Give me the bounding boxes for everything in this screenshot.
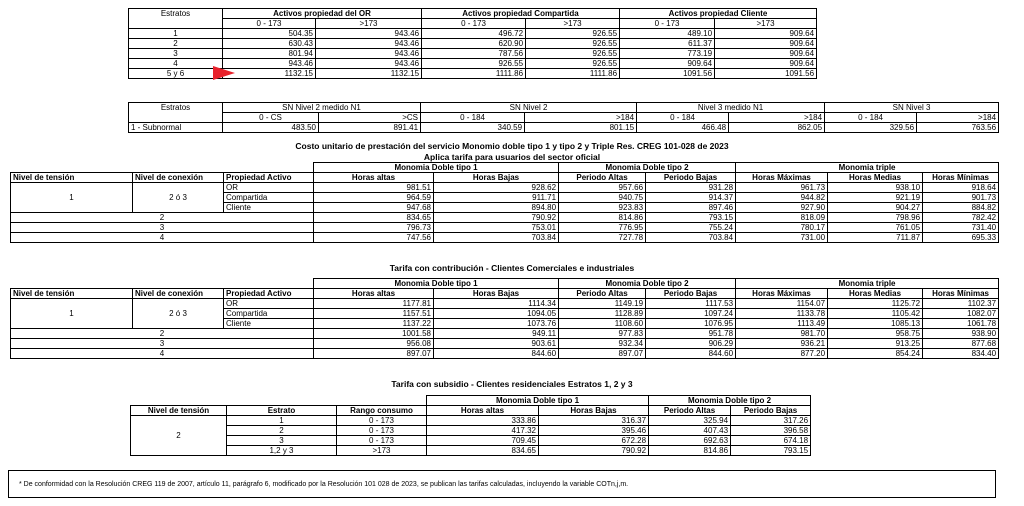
nivel-tension-cell: 4	[11, 349, 314, 359]
column-header: Propiedad Activo	[224, 173, 314, 183]
estrato-cell: 1	[227, 416, 337, 426]
value-cell: 695.33	[923, 233, 999, 243]
propiedad-cell: Compartida	[224, 193, 314, 203]
group-header-doble-1: Monomia Doble tipo 1	[314, 163, 559, 173]
value-cell: 936.21	[736, 339, 828, 349]
header-or: Activos propiedad del OR	[223, 9, 422, 19]
value-cell: 911.71	[434, 193, 559, 203]
estrato-cell: 3	[227, 436, 337, 446]
column-header: Nivel de tensión	[131, 406, 227, 416]
value-cell: 325.94	[649, 416, 731, 426]
value-cell: 711.87	[828, 233, 923, 243]
propiedad-cell: Cliente	[224, 319, 314, 329]
footnote: * De conformidad con la Resolución CREG 119 de 2007, artículo 11, parágrafo 6, modificado por la Resolución 101 028 de 2023, se publican las tarifas calculadas, incluyendo la variable COTn,j,m.	[8, 470, 996, 498]
value-cell: 1111.86	[526, 69, 620, 79]
header-sn3: SN Nivel 3	[825, 103, 999, 113]
sub-range: 0 - 184	[637, 113, 729, 123]
value-cell: 943.46	[316, 39, 422, 49]
column-header: Horas altas	[314, 173, 434, 183]
value-cell: 926.55	[526, 59, 620, 69]
value-cell: 894.80	[434, 203, 559, 213]
table-subnormal	[128, 102, 999, 133]
value-cell: 938.90	[923, 329, 999, 339]
column-header: Horas Medias	[828, 173, 923, 183]
nivel-tension-cell: 3	[11, 339, 314, 349]
value-cell: 333.86	[427, 416, 539, 426]
value-cell: 909.64	[620, 59, 715, 69]
value-cell: 1117.53	[646, 299, 736, 309]
value-cell: 1097.24	[646, 309, 736, 319]
value-cell: 926.55	[526, 29, 620, 39]
value-cell: 909.64	[715, 29, 817, 39]
value-cell: 901.73	[923, 193, 999, 203]
table-row	[11, 183, 999, 193]
value-cell: 316.37	[539, 416, 649, 426]
value-cell: 1094.05	[434, 309, 559, 319]
value-cell: 1128.89	[559, 309, 646, 319]
table-header-row	[11, 173, 999, 183]
column-header: Nivel de conexión	[133, 173, 224, 183]
column-header: Nivel de conexión	[133, 289, 224, 299]
estrato-cell: 5 y 6	[129, 69, 223, 79]
value-cell: 417.32	[427, 426, 539, 436]
value-cell: 1102.37	[923, 299, 999, 309]
column-header: Nivel de tensión	[11, 289, 133, 299]
value-cell: 801.15	[525, 123, 637, 133]
rango-cell: 0 - 173	[337, 436, 427, 446]
value-cell: 964.59	[314, 193, 434, 203]
value-cell: 834.65	[427, 446, 539, 456]
sub-range: 0 - 184	[825, 113, 917, 123]
value-cell: 776.95	[559, 223, 646, 233]
value-cell: 611.37	[620, 39, 715, 49]
column-header: Horas Mínimas	[923, 289, 999, 299]
value-cell: 1177.81	[314, 299, 434, 309]
propiedad-cell: OR	[224, 183, 314, 193]
estrato-cell: 1	[129, 29, 223, 39]
sub-range: >184	[525, 113, 637, 123]
estrato-cell: 3	[129, 49, 223, 59]
sub-range: >184	[729, 113, 825, 123]
value-cell: 1076.95	[646, 319, 736, 329]
sub-range: 0 - 173	[422, 19, 526, 29]
table-header-row	[131, 396, 811, 406]
rango-cell: >173	[337, 446, 427, 456]
value-cell: 956.08	[314, 339, 434, 349]
value-cell: 787.56	[422, 49, 526, 59]
value-cell: 483.50	[223, 123, 319, 133]
column-header: Periodo Bajas	[646, 289, 736, 299]
sub-range: >173	[316, 19, 422, 29]
table-contribucion	[10, 278, 999, 359]
value-cell: 1061.78	[923, 319, 999, 329]
value-cell: 844.60	[434, 349, 559, 359]
value-cell: 1132.15	[316, 69, 422, 79]
table-row	[11, 233, 999, 243]
value-cell: 1085.13	[828, 319, 923, 329]
header-compartida: Activos propiedad Compartida	[422, 9, 620, 19]
value-cell: 1108.60	[559, 319, 646, 329]
value-cell: 957.66	[559, 183, 646, 193]
value-cell: 396.58	[731, 426, 811, 436]
red-arrow-icon	[213, 66, 235, 80]
value-cell: 1073.76	[434, 319, 559, 329]
table-row	[129, 113, 999, 123]
value-cell: 1114.34	[434, 299, 559, 309]
table-row	[129, 123, 999, 133]
value-cell: 753.01	[434, 223, 559, 233]
sub-range: 0 - 173	[223, 19, 316, 29]
table-row	[131, 436, 811, 446]
value-cell: 761.05	[828, 223, 923, 233]
value-cell: 977.83	[559, 329, 646, 339]
column-header: Estrato	[227, 406, 337, 416]
table-header-row	[11, 163, 999, 173]
value-cell: 943.46	[316, 49, 422, 59]
caption-sector-oficial: Aplica tarifa para usuarios del sector oficial	[423, 152, 601, 162]
column-header: Horas Máximas	[736, 289, 828, 299]
column-header: Horas Bajas	[434, 173, 559, 183]
value-cell: 943.46	[316, 59, 422, 69]
value-cell: 918.64	[923, 183, 999, 193]
value-cell: 944.82	[736, 193, 828, 203]
value-cell: 1082.07	[923, 309, 999, 319]
group-header-triple: Monomia triple	[736, 163, 999, 173]
value-cell: 793.15	[731, 446, 811, 456]
column-header: Periodo Bajas	[646, 173, 736, 183]
value-cell: 877.20	[736, 349, 828, 359]
column-header: Horas Máximas	[736, 173, 828, 183]
table-header-row	[11, 279, 999, 289]
value-cell: 928.62	[434, 183, 559, 193]
group-header-doble-1: Monomia Doble tipo 1	[427, 396, 649, 406]
value-cell: 747.56	[314, 233, 434, 243]
group-header-doble-2: Monomia Doble tipo 2	[559, 279, 736, 289]
group-header-doble-2: Monomia Doble tipo 2	[649, 396, 811, 406]
value-cell: 1132.15	[223, 69, 316, 79]
value-cell: 949.11	[434, 329, 559, 339]
value-cell: 814.86	[559, 213, 646, 223]
value-cell: 926.55	[526, 49, 620, 59]
value-cell: 903.61	[434, 339, 559, 349]
column-header: Horas Bajas	[539, 406, 649, 416]
value-cell: 755.24	[646, 223, 736, 233]
value-cell: 981.51	[314, 183, 434, 193]
value-cell: 938.10	[828, 183, 923, 193]
value-cell: 395.46	[539, 426, 649, 436]
nivel-tension-cell: 2	[11, 329, 314, 339]
value-cell: 727.78	[559, 233, 646, 243]
caption-contribucion: Tarifa con contribución - Clientes Comerciales e industriales	[389, 263, 635, 273]
column-header: Horas altas	[427, 406, 539, 416]
group-header-doble-1: Monomia Doble tipo 1	[314, 279, 559, 289]
table-row	[131, 446, 811, 456]
value-cell: 1001.58	[314, 329, 434, 339]
column-header: Nivel de tensión	[11, 173, 133, 183]
column-header: Horas altas	[314, 289, 434, 299]
value-cell: 801.94	[223, 49, 316, 59]
value-cell: 981.70	[736, 329, 828, 339]
header-n3-n1: Nivel 3 medido N1	[637, 103, 825, 113]
table-row	[131, 416, 811, 426]
sub-range: >CS	[319, 113, 421, 123]
value-cell: 897.07	[559, 349, 646, 359]
nivel-tension-cell: 3	[11, 223, 314, 233]
table-row	[11, 299, 999, 309]
header-estratos: Estratos	[129, 103, 223, 123]
propiedad-cell: Compartida	[224, 309, 314, 319]
value-cell: 909.64	[715, 39, 817, 49]
value-cell: 926.55	[422, 59, 526, 69]
column-header: Periodo Altas	[559, 173, 646, 183]
value-cell: 407.43	[649, 426, 731, 436]
propiedad-cell: OR	[224, 299, 314, 309]
value-cell: 790.92	[539, 446, 649, 456]
value-cell: 1113.49	[736, 319, 828, 329]
column-header: Rango consumo	[337, 406, 427, 416]
sub-range: >184	[917, 113, 999, 123]
value-cell: 1105.42	[828, 309, 923, 319]
value-cell: 1137.22	[314, 319, 434, 329]
table-header-row	[11, 289, 999, 299]
value-cell: 731.40	[923, 223, 999, 233]
rango-cell: 0 - 173	[337, 426, 427, 436]
header-sn2: SN Nivel 2	[421, 103, 637, 113]
table-row	[131, 426, 811, 436]
column-header: Periodo Bajas	[731, 406, 811, 416]
nivel-conexion-cell: 2 ó 3	[133, 299, 224, 329]
value-cell: 1091.56	[620, 69, 715, 79]
value-cell: 931.28	[646, 183, 736, 193]
value-cell: 798.96	[828, 213, 923, 223]
value-cell: 834.65	[314, 213, 434, 223]
value-cell: 854.24	[828, 349, 923, 359]
value-cell: 906.29	[646, 339, 736, 349]
blank-header-cell	[11, 279, 314, 289]
rango-cell: 0 - 173	[337, 416, 427, 426]
blank-header-cell	[131, 396, 427, 406]
value-cell: 763.56	[917, 123, 999, 133]
value-cell: 913.25	[828, 339, 923, 349]
value-cell: 782.42	[923, 213, 999, 223]
value-cell: 909.64	[715, 49, 817, 59]
estrato-cell: 1 - Subnormal	[129, 123, 223, 133]
value-cell: 620.90	[422, 39, 526, 49]
column-header: Horas Bajas	[434, 289, 559, 299]
value-cell: 927.90	[736, 203, 828, 213]
group-header-triple: Monomia triple	[736, 279, 999, 289]
column-header: Horas Mínimas	[923, 173, 999, 183]
value-cell: 630.43	[223, 39, 316, 49]
value-cell: 940.75	[559, 193, 646, 203]
value-cell: 1125.72	[828, 299, 923, 309]
value-cell: 329.56	[825, 123, 917, 133]
nivel-conexion-cell: 2 ó 3	[133, 183, 224, 213]
value-cell: 926.55	[526, 39, 620, 49]
value-cell: 496.72	[422, 29, 526, 39]
header-cliente: Activos propiedad Cliente	[620, 9, 817, 19]
value-cell: 1149.19	[559, 299, 646, 309]
value-cell: 914.37	[646, 193, 736, 203]
value-cell: 921.19	[828, 193, 923, 203]
value-cell: 796.73	[314, 223, 434, 233]
table-row	[129, 49, 817, 59]
estrato-cell: 2	[227, 426, 337, 436]
value-cell: 1133.78	[736, 309, 828, 319]
value-cell: 932.34	[559, 339, 646, 349]
column-header: Periodo Altas	[559, 289, 646, 299]
table-sector-oficial	[10, 162, 999, 243]
value-cell: 904.27	[828, 203, 923, 213]
sub-range: 0 - CS	[223, 113, 319, 123]
value-cell: 943.46	[223, 59, 316, 69]
value-cell: 1157.51	[314, 309, 434, 319]
table-row	[11, 349, 999, 359]
value-cell: 1091.56	[715, 69, 817, 79]
nivel-tension-cell: 1	[11, 183, 133, 213]
value-cell: 780.17	[736, 223, 828, 233]
value-cell: 692.63	[649, 436, 731, 446]
sub-range: 0 - 184	[421, 113, 525, 123]
table-row	[129, 29, 817, 39]
table-row	[11, 223, 999, 233]
table-header-row	[131, 406, 811, 416]
value-cell: 466.48	[637, 123, 729, 133]
value-cell: 504.35	[223, 29, 316, 39]
caption-costo-unitario: Costo unitario de prestación del servicio Monomio doble tipo 1 y tipo 2 y Triple Res. CREG 101-028 de 2023	[295, 141, 729, 151]
value-cell: 943.46	[316, 29, 422, 39]
blank-header-cell	[11, 163, 314, 173]
value-cell: 672.28	[539, 436, 649, 446]
table-row	[11, 213, 999, 223]
estrato-cell: 1,2 y 3	[227, 446, 337, 456]
table-subsidio	[130, 395, 811, 456]
value-cell: 703.84	[646, 233, 736, 243]
propiedad-cell: Cliente	[224, 203, 314, 213]
sub-range: 0 - 173	[620, 19, 715, 29]
table-row	[11, 339, 999, 349]
value-cell: 709.45	[427, 436, 539, 446]
value-cell: 731.00	[736, 233, 828, 243]
nivel-tension-cell: 1	[11, 299, 133, 329]
value-cell: 951.78	[646, 329, 736, 339]
nivel-tension-cell: 2	[11, 213, 314, 223]
value-cell: 814.86	[649, 446, 731, 456]
table-row	[11, 329, 999, 339]
value-cell: 923.83	[559, 203, 646, 213]
value-cell: 340.59	[421, 123, 525, 133]
value-cell: 703.84	[434, 233, 559, 243]
estrato-cell: 4	[129, 59, 223, 69]
value-cell: 674.18	[731, 436, 811, 446]
value-cell: 961.73	[736, 183, 828, 193]
value-cell: 897.07	[314, 349, 434, 359]
value-cell: 317.26	[731, 416, 811, 426]
estrato-cell: 2	[129, 39, 223, 49]
column-header: Periodo Altas	[649, 406, 731, 416]
value-cell: 773.19	[620, 49, 715, 59]
sub-range: >173	[715, 19, 817, 29]
value-cell: 877.68	[923, 339, 999, 349]
group-header-doble-2: Monomia Doble tipo 2	[559, 163, 736, 173]
value-cell: 947.68	[314, 203, 434, 213]
value-cell: 958.75	[828, 329, 923, 339]
value-cell: 884.82	[923, 203, 999, 213]
value-cell: 489.10	[620, 29, 715, 39]
header-estratos: Estratos	[129, 9, 223, 29]
value-cell: 834.40	[923, 349, 999, 359]
value-cell: 1154.07	[736, 299, 828, 309]
value-cell: 818.09	[736, 213, 828, 223]
caption-subsidio: Tarifa con subsidio - Clientes residenciales Estratos 1, 2 y 3	[391, 379, 633, 389]
value-cell: 897.46	[646, 203, 736, 213]
value-cell: 790.92	[434, 213, 559, 223]
column-header: Propiedad Activo	[224, 289, 314, 299]
value-cell: 844.60	[646, 349, 736, 359]
value-cell: 891.41	[319, 123, 421, 133]
header-sn2-n1: SN Nivel 2 medido N1	[223, 103, 421, 113]
sub-range: >173	[526, 19, 620, 29]
table-row	[129, 39, 817, 49]
value-cell: 862.05	[729, 123, 825, 133]
column-header: Horas Medias	[828, 289, 923, 299]
nivel-tension-cell: 2	[131, 416, 227, 456]
value-cell: 1111.86	[422, 69, 526, 79]
value-cell: 909.64	[715, 59, 817, 69]
value-cell: 793.15	[646, 213, 736, 223]
nivel-tension-cell: 4	[11, 233, 314, 243]
